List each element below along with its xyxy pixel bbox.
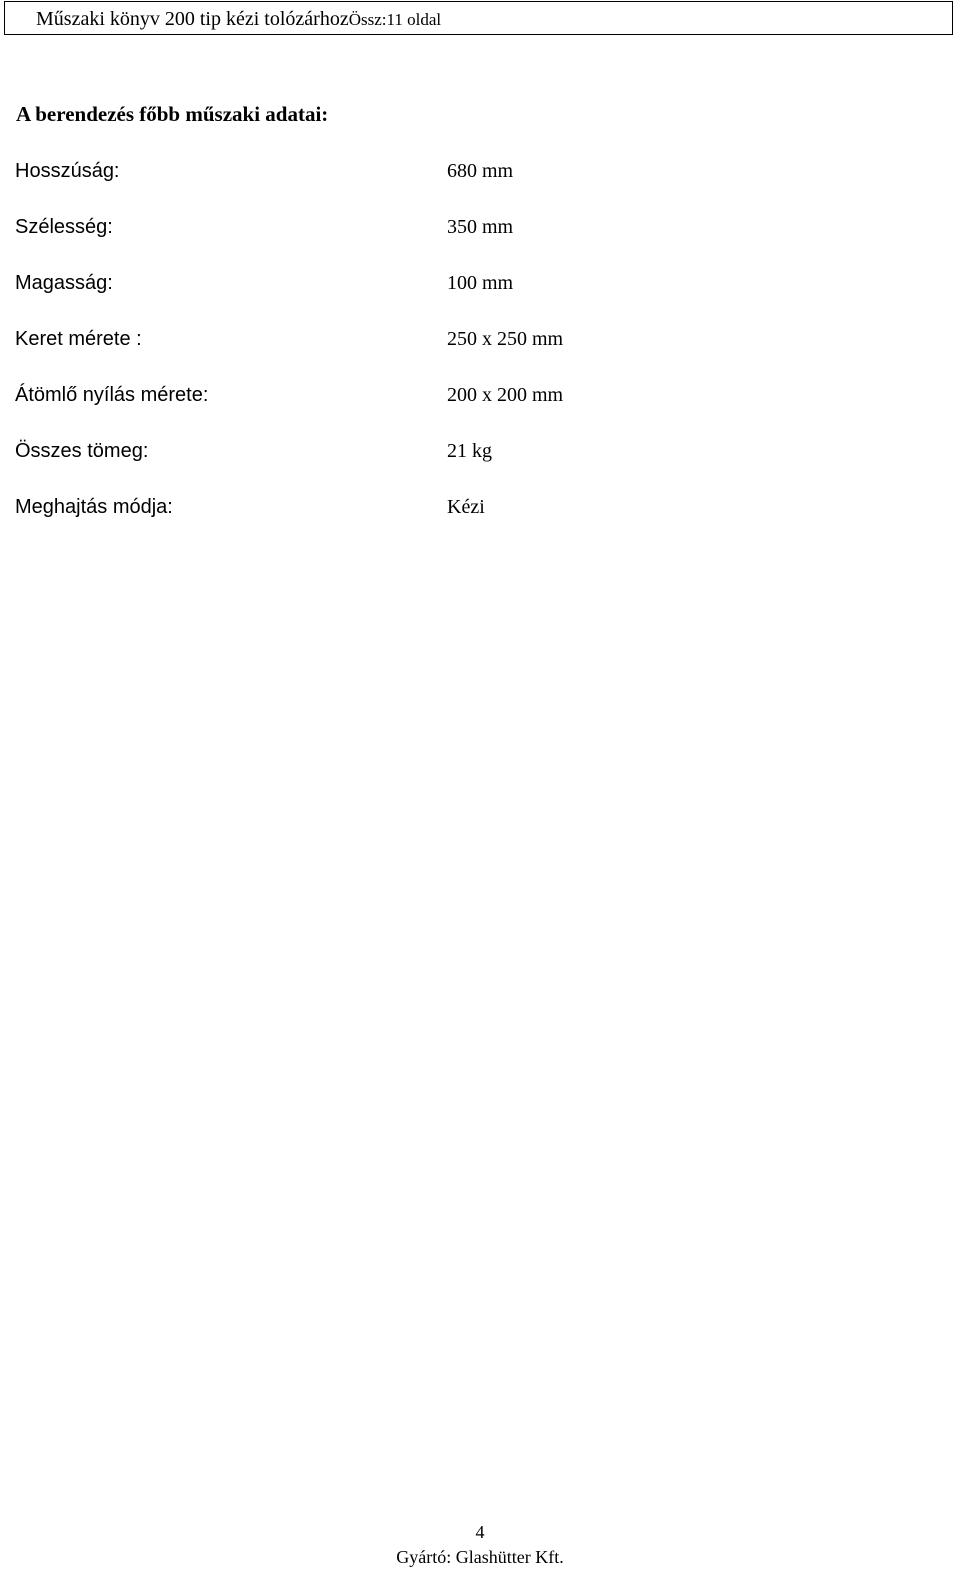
spec-label: Meghajtás módja: <box>15 496 173 518</box>
spec-value: 100 mm <box>447 272 514 294</box>
spec-label: Szélesség: <box>15 216 113 238</box>
section-title: A berendezés főbb műszaki adatai: <box>16 102 329 126</box>
spec-label: Átömlő nyílás mérete: <box>15 384 209 406</box>
document-header <box>4 1 953 35</box>
spec-row-total-weight <box>0 437 960 465</box>
spec-value: 250 x 250 mm <box>447 328 564 350</box>
spec-value: Kézi <box>447 496 485 518</box>
spec-value: 350 mm <box>447 216 514 238</box>
header-title: Műszaki könyv 200 tip kézi tolózárhoz <box>36 8 349 30</box>
spec-value: 680 mm <box>447 160 514 182</box>
spec-value: 200 x 200 mm <box>447 384 564 406</box>
spec-label: Összes tömeg: <box>15 440 149 462</box>
spec-row-frame-size <box>0 325 960 353</box>
spec-row-length <box>0 157 960 185</box>
footer-manufacturer: Gyártó: Glashütter Kft. <box>396 1547 564 1567</box>
spec-label: Hosszúság: <box>15 160 120 182</box>
spec-row-opening-size <box>0 381 960 409</box>
header-text <box>36 7 441 32</box>
spec-row-height <box>0 269 960 297</box>
spec-row-width <box>0 213 960 241</box>
spec-label: Keret mérete : <box>15 328 142 350</box>
spec-value: 21 kg <box>447 440 492 462</box>
spec-label: Magasság: <box>15 272 113 294</box>
header-total-pages: Össz:11 oldal <box>348 10 442 29</box>
page-number: 4 <box>475 1522 485 1542</box>
spec-row-drive-type <box>0 493 960 521</box>
